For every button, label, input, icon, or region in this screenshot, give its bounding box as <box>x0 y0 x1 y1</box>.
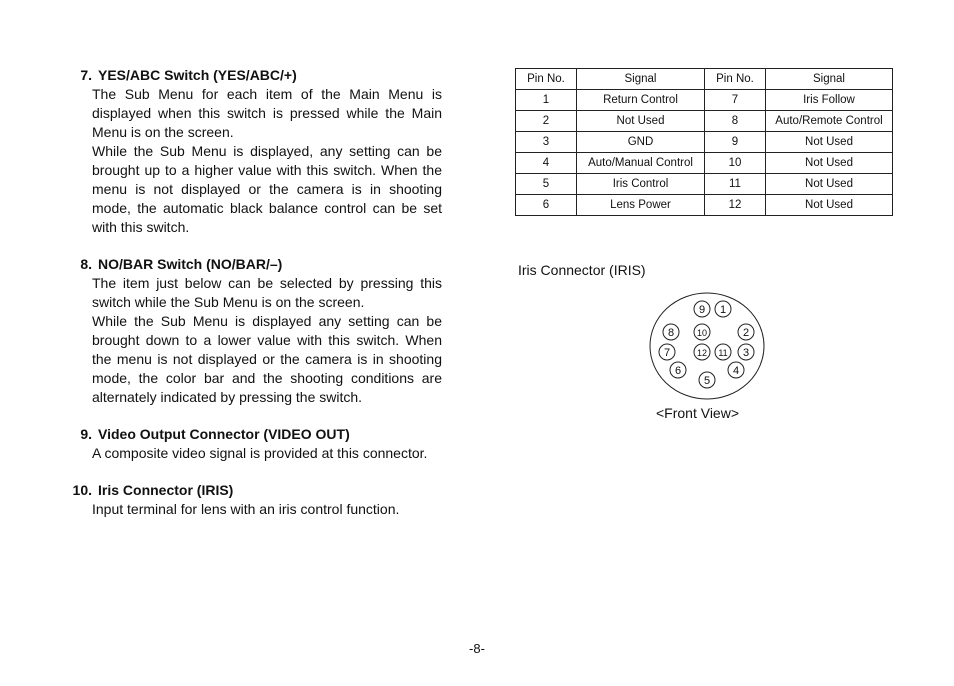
pin-number-cell: 6 <box>516 195 577 216</box>
pin-table <box>515 68 893 216</box>
pin-number-cell: 3 <box>516 132 577 153</box>
signal-cell: Return Control <box>577 90 705 111</box>
connector-pin-label: 10 <box>696 328 708 338</box>
header-signal: Signal <box>766 69 893 90</box>
section-title: Iris Connector (IRIS) <box>98 482 234 498</box>
section-title: Video Output Connector (VIDEO OUT) <box>98 426 350 442</box>
connector-pin-label: 7 <box>663 347 671 359</box>
signal-cell: Not Used <box>766 174 893 195</box>
pin-number-cell: 4 <box>516 153 577 174</box>
connector-pin-label: 8 <box>667 327 675 339</box>
connector-pin-label: 3 <box>742 347 750 359</box>
section-10 <box>70 481 442 519</box>
section-7 <box>70 66 442 237</box>
pin-number-cell: 9 <box>705 132 766 153</box>
connector-pin-label: 11 <box>718 348 728 358</box>
pin-number-cell: 5 <box>516 174 577 195</box>
signal-cell: Iris Control <box>577 174 705 195</box>
connector-pin-label: 1 <box>719 304 727 316</box>
signal-cell: Auto/Remote Control <box>766 111 893 132</box>
signal-cell: Lens Power <box>577 195 705 216</box>
pin-number-cell: 11 <box>705 174 766 195</box>
connector-pin-label: 2 <box>742 327 750 339</box>
signal-cell: Not Used <box>577 111 705 132</box>
signal-cell: Not Used <box>766 132 893 153</box>
header-pin-no: Pin No. <box>516 69 577 90</box>
connector-pin-label: 5 <box>703 375 711 387</box>
connector-pin-label: 4 <box>732 365 740 377</box>
header-signal: Signal <box>577 69 705 90</box>
signal-cell: Auto/Manual Control <box>577 153 705 174</box>
pin-number-cell: 1 <box>516 90 577 111</box>
connector-pin-label: 12 <box>696 348 708 358</box>
sections-column <box>70 66 442 537</box>
iris-connector-label: Iris Connector (IRIS) <box>518 262 646 278</box>
page-number: -8- <box>469 641 485 656</box>
section-title: NO/BAR Switch (NO/BAR/–) <box>98 256 283 272</box>
pin-number-cell: 7 <box>705 90 766 111</box>
pin-number-cell: 8 <box>705 111 766 132</box>
section-number: 10. <box>72 482 92 498</box>
table-row <box>516 132 893 153</box>
pin-number-cell: 2 <box>516 111 577 132</box>
section-title: YES/ABC Switch (YES/ABC/+) <box>98 67 297 83</box>
signal-cell: Not Used <box>766 153 893 174</box>
header-pin-no: Pin No. <box>705 69 766 90</box>
section-paragraph: While the Sub Menu is displayed, any setting can be brought up to a higher value with this switch. When the menu is not displayed or the camera is in shooting mode, the automatic black balance control can be set with this switch. <box>92 143 442 235</box>
section-paragraph: The Sub Menu for each item of the Main Menu is displayed when this switch is pressed while the Main Menu is on the screen. <box>92 86 442 140</box>
pin-number-cell: 10 <box>705 153 766 174</box>
table-row <box>516 90 893 111</box>
section-number: 9. <box>80 426 92 442</box>
section-8 <box>70 255 442 407</box>
signal-cell: Iris Follow <box>766 90 893 111</box>
section-paragraph: The item just below can be selected by pressing this switch while the Sub Menu is on the screen. <box>92 275 442 310</box>
table-row <box>516 174 893 195</box>
table-row <box>516 195 893 216</box>
section-9 <box>70 425 442 463</box>
iris-connector-diagram <box>645 290 769 402</box>
section-paragraph: Input terminal for lens with an iris control function. <box>92 501 400 517</box>
section-number: 8. <box>80 256 92 272</box>
table-row <box>516 153 893 174</box>
section-number: 7. <box>80 67 92 83</box>
pin-table-header-row <box>516 69 893 90</box>
pin-number-cell: 12 <box>705 195 766 216</box>
section-paragraph: A composite video signal is provided at this connector. <box>92 445 428 461</box>
front-view-caption: <Front View> <box>656 405 740 421</box>
table-row <box>516 111 893 132</box>
signal-cell: GND <box>577 132 705 153</box>
connector-pin-label: 9 <box>698 304 706 316</box>
signal-cell: Not Used <box>766 195 893 216</box>
connector-pin-label: 6 <box>674 365 682 377</box>
section-paragraph: While the Sub Menu is displayed any setting can be brought down to a lower value with this switch. When the menu is not displayed or the camera is in shooting mode, the color bar and the shooting conditions are alternately indicated by pressing the switch. <box>92 313 442 405</box>
